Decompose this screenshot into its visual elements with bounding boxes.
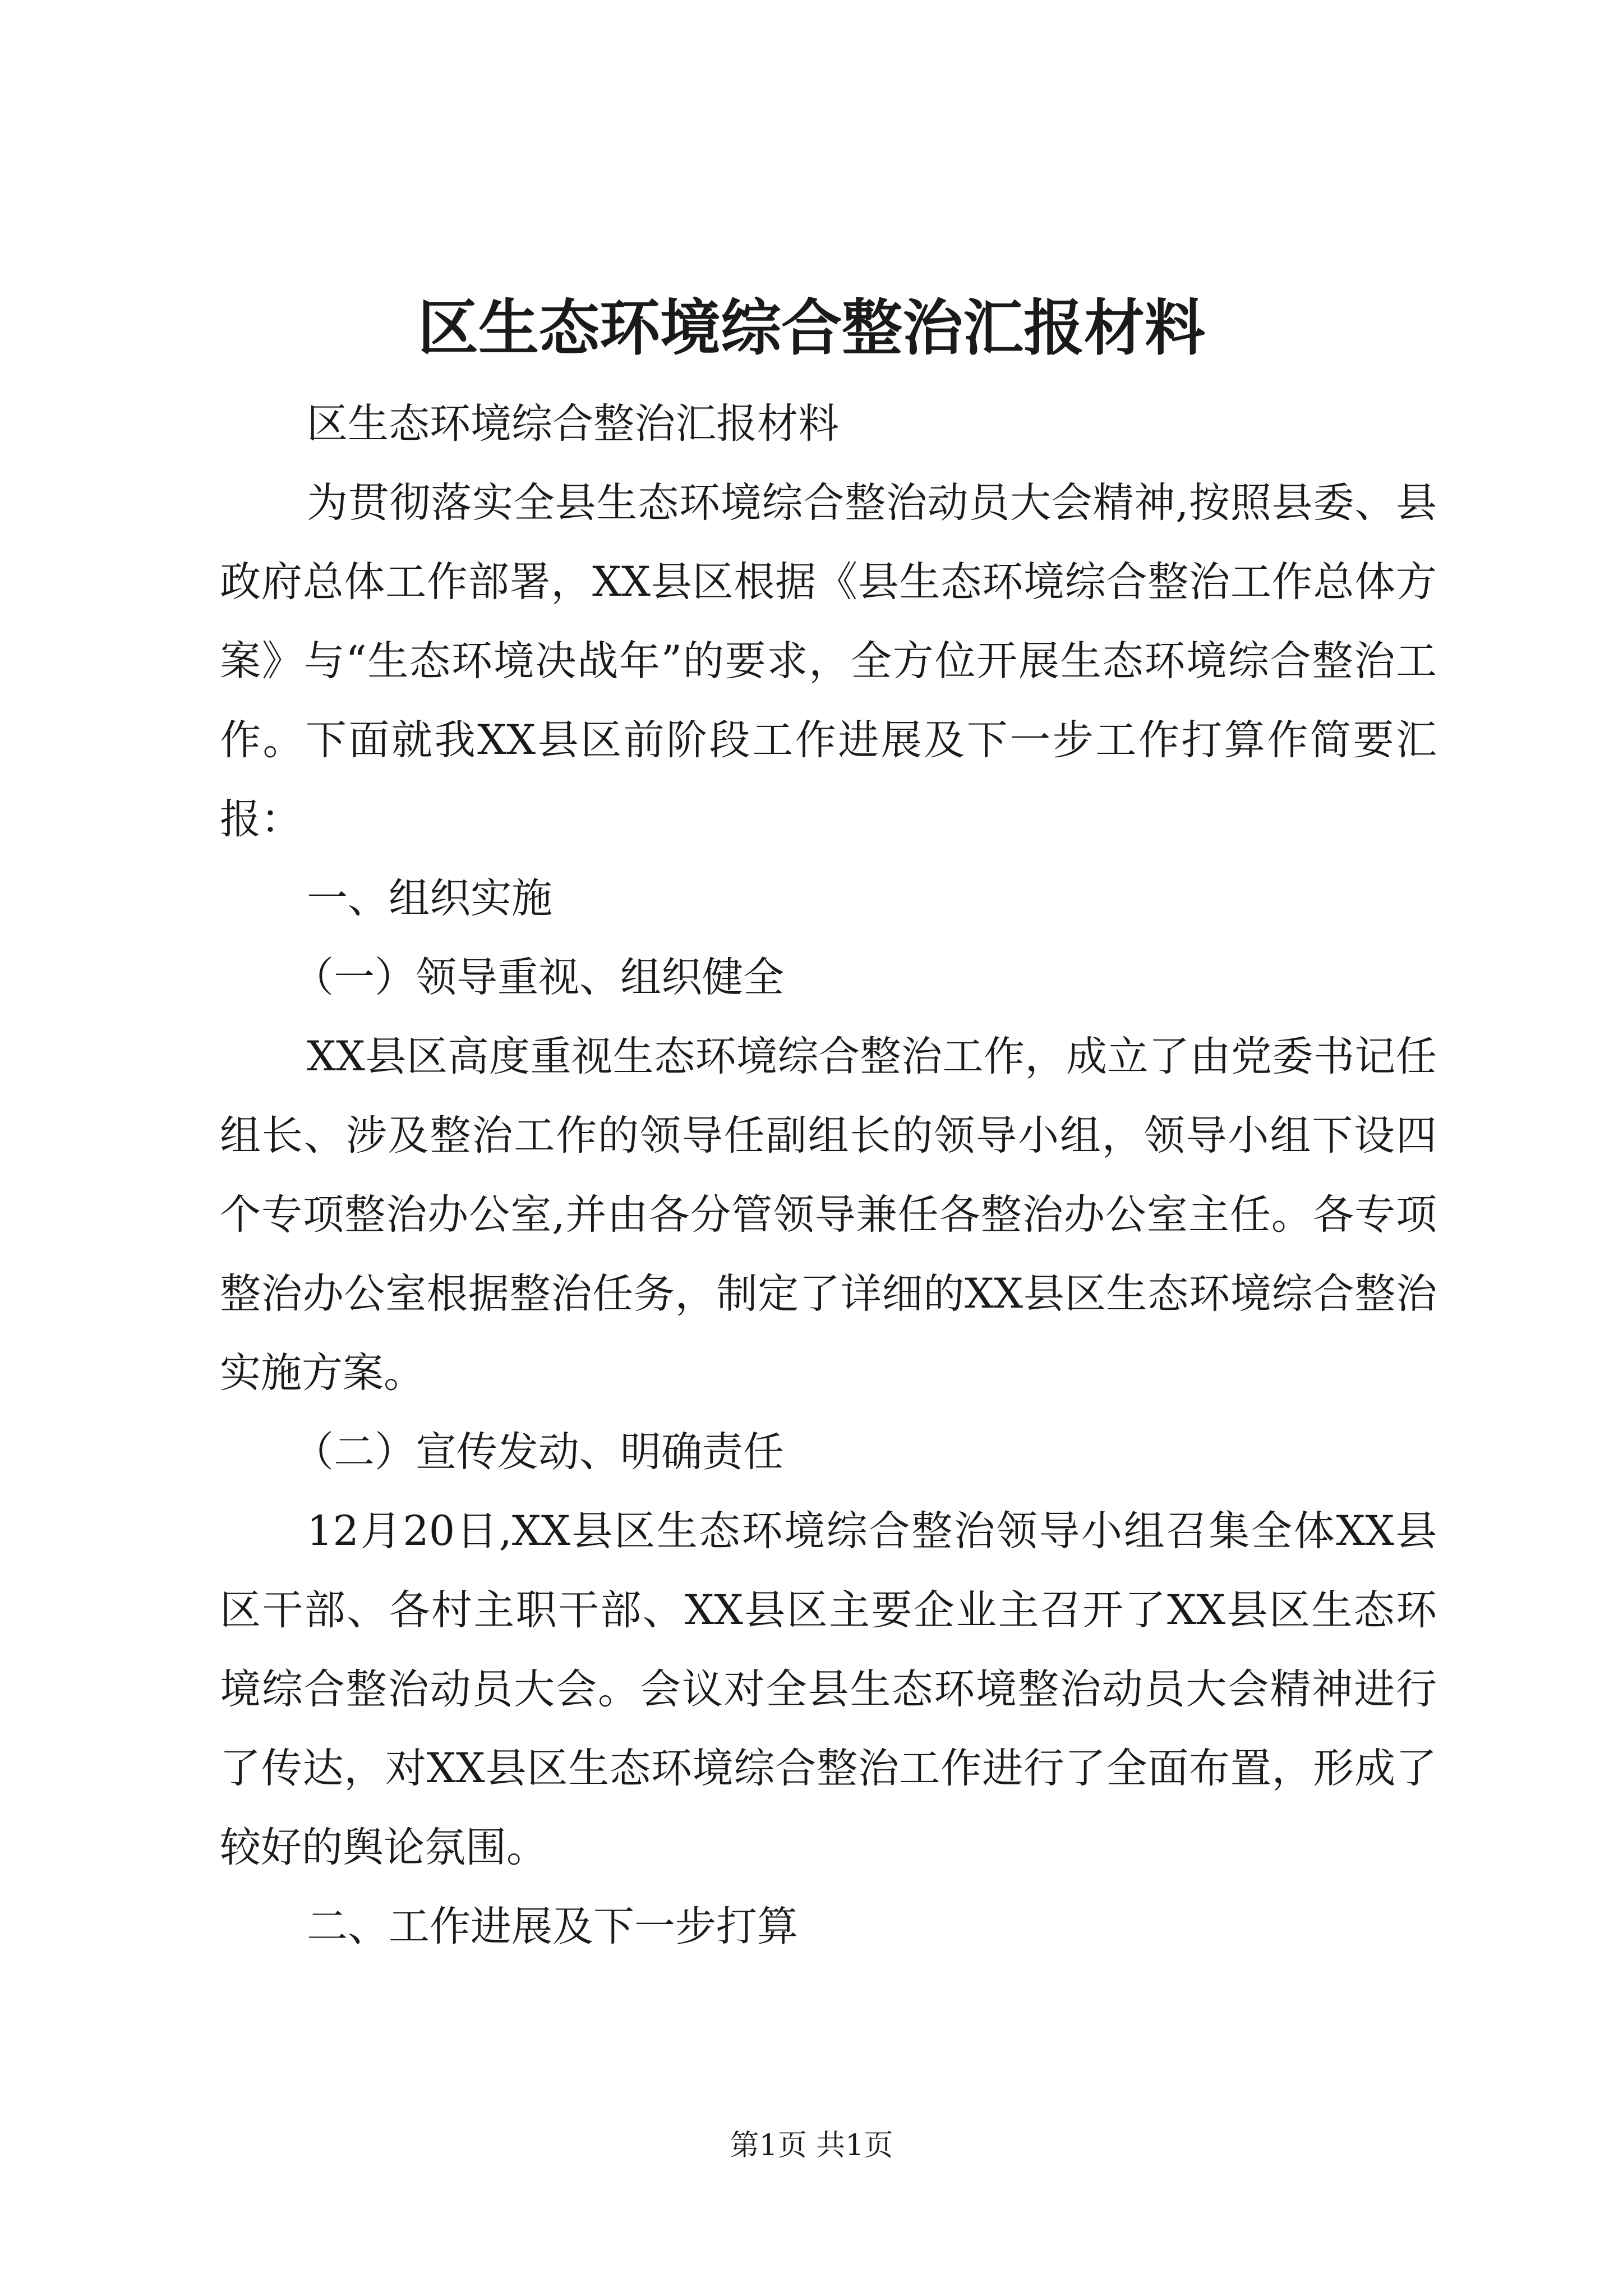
section-heading-2: 二、工作进展及下一步打算	[307, 1903, 798, 1950]
page-footer: 第1页 共1页	[730, 2129, 893, 2162]
paragraph-subtitle: 区生态环境综合整治汇报材料	[307, 400, 839, 448]
document-body	[220, 384, 1437, 1966]
subsection-heading-1: （一）领导重视、组织健全	[293, 954, 784, 1001]
subsection-heading-2: （二）宣传发动、明确责任	[293, 1428, 784, 1476]
paragraph-mobilization: 12月20日,XX县区生态环境综合整治领导小组召集全体XX县区干部、各村主职干部、XX县区主要企业主召开了XX县区生态环境综合整治动员大会。会议对全县生态环境整治动员大会精神进行了传达，对XX县区生态环境综合整治工作进行了全面布置，形成了较好的舆论氛围。	[220, 1507, 1437, 1871]
section-heading-1: 一、组织实施	[307, 875, 552, 922]
paragraph-leadership: XX县区高度重视生态环境综合整治工作，成立了由党委书记任组长、涉及整治工作的领导任副组长的领导小组，领导小组下设四个专项整治办公室,并由各分管领导兼任各整治办公室主任。各专项整治办公室根据整治任务，制定了详细的XX县区生态环境综合整治实施方案。	[220, 1033, 1437, 1397]
paragraph-intro: 为贯彻落实全县生态环境综合整治动员大会精神,按照县委、县政府总体工作部署，XX县区根据《县生态环境综合整治工作总体方案》与“生态环境决战年”的要求，全方位开展生态环境综合整治工作。下面就我XX县区前阶段工作进展及下一步工作打算作简要汇报：	[220, 479, 1437, 843]
document-title: 区生态环境综合整治汇报材料	[417, 293, 1205, 364]
